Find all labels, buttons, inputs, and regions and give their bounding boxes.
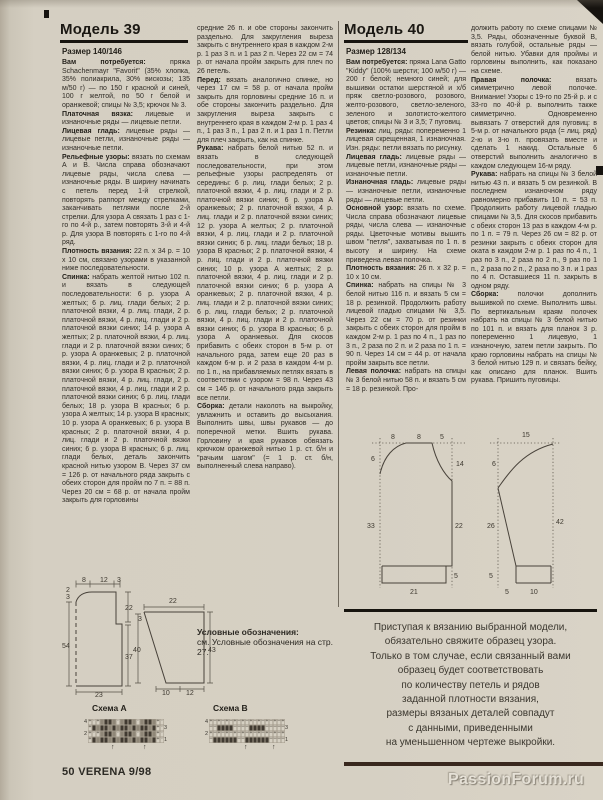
dimension-label: 5	[454, 573, 458, 580]
chart-cell: –	[245, 725, 249, 730]
chart-cell: –	[237, 737, 241, 742]
chart-cell: +	[281, 719, 285, 724]
legend-note-heading: Условные обозначения:	[197, 627, 299, 637]
dimension-label: 21	[410, 589, 418, 596]
row-number: 1	[285, 737, 289, 743]
dimension-label: 6	[371, 456, 375, 463]
row-number: 4	[204, 719, 208, 725]
paragraph: Основной узор: вязать по схеме. Числа справа обозначают лицевые ряды, числа слева — изнаночные ряды. Цветочные мотивы вышить швом "петля", захватывая по 1 п. в высоту и ширину. На схеме приведена левая полочка.	[346, 205, 466, 264]
page-footer: 50 VERENA 9/98	[62, 766, 152, 778]
dimension-label: 14	[456, 461, 464, 468]
notice-line: Приступая к вязанию выбранной модели,	[373, 622, 568, 633]
dimension-label: 5	[505, 589, 509, 596]
paragraph: Вам потребуется: пряжа Schachenmayr "Favorit" (35% хлопка, 35% полиакрила, 30% вискозы; 135 м/50 г) — по 150 г красной и синей, 100 г желтой, по 50 г белой и оранжевой; спицы № 3,5; крючок № 3.	[62, 59, 190, 109]
model40-title-rule	[344, 40, 468, 43]
chart-cell: –	[241, 725, 245, 730]
dimension-label: 42	[556, 519, 564, 526]
dimension-label: 8	[82, 577, 86, 584]
notice-box	[344, 621, 597, 751]
chart-cell: –	[261, 731, 265, 736]
chart-cell: ·	[161, 719, 163, 724]
chart-cell: +	[88, 731, 92, 736]
chart-cell: ·	[137, 731, 139, 736]
dimension-label: 6	[492, 461, 496, 468]
dimension-label: 8	[417, 434, 421, 441]
paragraph: Плотность вязания: 26 п. x 32 р. = 10 x 10 см.	[346, 265, 466, 281]
chart-cell: –	[281, 725, 285, 730]
model40-column-1	[346, 59, 466, 429]
chart-cell: +	[209, 719, 213, 724]
chart-cell: +	[156, 737, 160, 742]
chart-cell: ·	[161, 725, 163, 730]
rapport-arrow-icon: ↑	[272, 744, 276, 751]
chart-cell: +	[156, 731, 160, 736]
model39-schematic	[58, 576, 220, 702]
chart-cell: –	[261, 719, 265, 724]
section-divider	[338, 21, 339, 607]
chart-cell: –	[277, 725, 281, 730]
chart-cell: +	[233, 731, 237, 736]
chart-cell: +	[225, 719, 229, 724]
chart-cell: +	[88, 719, 92, 724]
chart-cell: +	[249, 719, 253, 724]
chart-cell: +	[209, 731, 213, 736]
chart-cell: +	[265, 731, 269, 736]
paragraph: Вам потребуется: пряжа Lana Gatto "Kiddy" (100% шерсти; 100 м/50 г) — 200 г белой; немного синей; для вышивки остатки шерстяной и х/б пряж светло-розового, розового, желто-розового, светло-зеленого, зеленого и золотисто-желтого цветов; спицы № 3 и 3,5; 7 пуговиц.	[346, 59, 466, 127]
paragraph: Резинка: лиц. ряды: попеременно 1 лицевая скрещенная, 1 изнаночная. Изн. ряды: петли вязать по рисунку.	[346, 127, 466, 152]
dimension-label: 3	[117, 577, 121, 584]
chart-cell: +	[257, 719, 261, 724]
chart-cell: +	[273, 731, 277, 736]
paragraph: Рукава: набрать на спицы № 3 белой нитью 43 п. и вязать 5 см резинкой. В последнем изнаночном ряду равномерно прибавить 10 п. = 53 п. Продолжить работу лицевой гладью спицами № 3,5. Для скосов прибавить с обеих сторон 13 раз в каждом 4-м р. по 1 п. = 79 п. Через 26 см = 82 р. от резинки закрыть с обеих сторон для оката в каждом 2-м р. 1 раз по 4 п., 1 раз по 3 п., 2 раза по 2 п., 9 раз по 1 п., 2 раза по 2 п., 2 раза по 3 п. и 1 раз по 4 п. Оставшиеся 11 п. закрыть в одном ряду.	[471, 171, 597, 290]
paragraph: Сборка: полочки дополнить вышивкой по схеме. Выполнить швы. По вертикальным краям полочек набрать на спицы № 3 белой нитью по 101 п. и вязать для планок 3 р. попеременно 1 лицевую, 1 изнаночную, затем петли закрыть. По краю горловины набрать на спицы № 3 белой нитью 129 п. и связать бейку, как описано для планок. Вшить рукава. Пришить пуговицы.	[471, 291, 597, 385]
dimension-label: 10	[162, 690, 170, 697]
notice-line: по количеству петель и рядов	[401, 679, 540, 691]
chart-cell: –	[245, 719, 249, 724]
paragraph: Лицевая гладь: лицевые ряды — лицевые петли, изнаночные ряды — изнаночные петли.	[346, 153, 466, 178]
notice-line: обязательно свяжите образец узора.	[384, 636, 557, 648]
dimension-label: 5	[440, 434, 444, 441]
chart-cell: –	[213, 725, 217, 730]
chart-cell: –	[253, 731, 257, 736]
dimension-label: 33	[367, 523, 375, 530]
chart-cell: +	[88, 725, 92, 730]
paragraph: Изнаночная гладь: лицевые ряды — изнаночные петли, изнаночные ряды — лицевые петли.	[346, 179, 466, 204]
chart-cell: –	[209, 725, 213, 730]
chart-cell: +	[225, 731, 229, 736]
dimension-label: 2	[66, 587, 70, 594]
chart-cell: +	[249, 731, 253, 736]
chart-cell: –	[229, 731, 233, 736]
chart-cell: ·	[161, 737, 163, 742]
chart-cell: –	[277, 731, 281, 736]
chart-cell: –	[245, 731, 249, 736]
legend-note-text: см. Условные обозначения на стр. 27.	[197, 637, 334, 657]
dimension-label: 3	[66, 594, 70, 601]
paragraph: Лицевая гладь: лицевые ряды — лицевые петли, изнаночные ряды — изнаночные петли.	[62, 127, 190, 152]
chart-cell: –	[233, 725, 237, 730]
dimension-label: 12	[186, 690, 194, 697]
notice-top-rule	[344, 609, 597, 612]
corner-mark-icon	[577, 0, 603, 24]
model40-column-2	[471, 25, 597, 423]
chart-cell: –	[253, 719, 257, 724]
chart-cell: –	[213, 719, 217, 724]
chart-b-title: Схема B	[213, 703, 248, 713]
rapport-arrow-icon: ↑	[111, 744, 115, 751]
chart-cell: +	[96, 731, 100, 736]
chart-cell: +	[88, 737, 92, 742]
chart-cell: ·	[117, 731, 119, 736]
chart-cell: –	[221, 719, 225, 724]
chart-cell: –	[269, 725, 273, 730]
paragraph: Платочная вязка: лицевые и изнаночные ряды — лицевые петли.	[62, 110, 190, 127]
dimension-label: 22	[125, 605, 133, 612]
notice-line: с данными, приведенными	[408, 722, 533, 734]
notice-line: Только в том случае, если связанный вами	[370, 650, 571, 662]
chart-b	[200, 719, 293, 752]
chart-cell: –	[277, 719, 281, 724]
paragraph: должить работу по схеме спицами № 3,5. Ряды, обозначенные буквой В, вязать голубой, остальные ряды — белой нитью. Убавки для проймы и горловины выполнить, как показано на схеме.	[471, 25, 597, 75]
chart-cell: +	[281, 731, 285, 736]
chart-cell: +	[265, 719, 269, 724]
chart-cell: +	[217, 731, 221, 736]
chart-cell: ·	[137, 719, 139, 724]
chart-a-title: Схема A	[92, 703, 127, 713]
chart-cell: ·	[161, 731, 163, 736]
paragraph: Перед: вязать аналогично спинке, но через 17 см = 58 р. от начала пройм закрыть для горловины средние 16 п. и обе стороны закончить раздельно. Для закругления выреза закрыть с внутреннего края в каждом 2-м р. 1 раз 4 п., 1 раз 3 п., 1 раз 2 п. и 1 раз 1 п. Петли для плеч закрыть, как на спинке.	[197, 76, 333, 144]
paragraph: Левая полочка: набрать на спицы № 3 белой нитью 58 п. и вязать 5 см = 18 р. резинкой. Про-	[346, 368, 466, 393]
rapport-arrow-icon: ↑	[244, 744, 248, 751]
chart-cell: –	[237, 719, 241, 724]
rapport-arrows	[79, 743, 172, 752]
chart-cell: ·	[117, 719, 119, 724]
row-number: 4	[83, 719, 87, 725]
model40-title: Модель 40	[344, 21, 425, 38]
bottom-rule	[344, 762, 603, 766]
paragraph: Спинка: набрать на спицы № 3 белой нитью 116 п. и вязать 5 см = 18 р. резинкой. Продолжить работу лицевой гладью спицами № 3,5. Через 22 см = 70 р. от резинки закрыть с обеих сторон для пройм в каждом 2-м р. 1 раз по 4 п., 1 раз по 3 п., 2 раза по 2 п. и 2 раза по 1 п. = 90 п. Через 14 см = 44 р. от начала пройм закрыть все петли.	[346, 282, 466, 367]
chart-cell: –	[229, 719, 233, 724]
chart-cell: –	[209, 737, 213, 742]
dimension-label: 37	[125, 654, 133, 661]
dimension-label: 23	[95, 692, 103, 699]
model39-column-1	[62, 59, 190, 580]
paragraph: Рукава: набрать белой нитью 52 п. и вязать в следующей последовательности, при этом рельефные узоры распределять от середины: 6 р. лиц. глади белых; 2 р. платочной вязки, 4 р. лиц. глади и 2 р. платочной вязки синих; 6 р. узора А оранжевых; 2 р. платочной вязки, 4 р. лиц. глади и 2 р. платочной вязки синих; 12 р. узора А желтых; 2 р. платочной вязки, 4 р. лиц. глади и 2 р. платочной вязки синих; 6 р. лиц. глади белых; 18 р. узора В красных; 2 р. платочной вязки, 4 р. лиц. глади и 2 р. платочной вязки синих; 10 р. узора А желтых; 2 р. платочной вязки, 4 р. лиц. глади и 2 р. платочной вязки синих; 6 р. узора А оранжевых; 2 р. платочной вязки, 4 р. лиц. глади и 2 р. платочной вязки синих; 6 р. лиц. глади белых; 2 р. платочной вязки, 4 р. лиц. глади и 2 р. платочной вязки синих; 6 р. узора В красных; 6 р. узора А оранжевых. Для скосов прибавить с обеих сторон в 5-м р. от начального ряда, затем еще 20 раз в каждом 6-м р. и 2 раза в каждом 4-м р. по 1 п., на прибавляемых петлях вязать в соответствии с узором = 98 п. Через 43 см = 146 р. от начального ряда закрыть все петли.	[197, 145, 333, 402]
model40-size-label: Размер 128/134	[346, 47, 406, 56]
chart-cell: –	[273, 725, 277, 730]
chart-cell: –	[269, 737, 273, 742]
chart-cell: +	[156, 725, 160, 730]
dimension-label: 40	[133, 647, 141, 654]
dimension-label: 8	[391, 434, 395, 441]
dimension-label: 54	[62, 643, 70, 650]
chart-cell: –	[269, 731, 273, 736]
dimension-label: 22	[455, 523, 463, 530]
dimension-label: 15	[522, 432, 530, 439]
row-number: 3	[164, 725, 168, 731]
chart-cell: –	[277, 737, 281, 742]
chart-cell: +	[156, 719, 160, 724]
chart-cell: +	[273, 719, 277, 724]
model39-size-label: Размер 140/146	[62, 47, 122, 56]
row-number: 3	[285, 725, 289, 731]
notice-line: образец будет соответствовать	[397, 665, 544, 677]
chart-cell: –	[221, 731, 225, 736]
rapport-arrow-icon: ↑	[143, 744, 147, 751]
dimension-label: 10	[530, 589, 538, 596]
paragraph: Сборка: детали наколоть на выкройку, увлажнить и оставить до высыхания. Выполнить швы, швы рукавов — до поперечной метки. Вшить рукава. Горловину и края рукавов обвязать крючком оранжевой нитью 1 р. ст. б/н и "рачьим шагом" (= 1 р. ст. б/н, выполненный слева направо).	[197, 403, 333, 471]
chart-cell: ·	[93, 731, 95, 736]
chart-cell: –	[213, 731, 217, 736]
paragraph: Спинка: набрать желтой нитью 102 п. и вязать в следующей последовательности: 6 р. узора А желтых; 6 р. лиц. глади белых; 2 р. платочной вязки, 4 р. лиц. глади, 2 р. платочной вязки, 4 р. лиц. глади и 2 р. платочной вязки синих; 14 р. узора А желтых; 2 р. платочной вязки, 4 р. лиц. глади и 2 р. платочной вязки синих; 6 р. узора А оранжевых; 2 р. платочной вязки, 4 р. лиц. глади и 2 р. платочной вязки синих; 6 р. узора В красных; 2 р. платочной вязки, 4 р. лиц. глади, 2 р. платочной вязки, 4 р. лиц. глади и 2 р. платочной вязки синих; 6 р. лиц. глади белых; 18 р. узора В красных; 6 р. узора А желтых; 14 р. узора В красных; 10 р. узора А оранжевых; 6 р. узора В красных; 2 р. платочной вязки, 4 р. лиц. глади и 2 р. платочной вязки синих; 6 р. узора В красных; 6 р. лиц. глади белых, деталь закончить красной нитью узором В. Через 37 см = 126 р. от начального ряда закрыть с обеих сторон для пройм по 7 п. = 88 п. Через 20 см = 68 р. от начала пройм закрыть для горловины	[62, 273, 190, 505]
notice-line: на уменьшенном чертеже выкройки.	[385, 737, 556, 749]
model39-column-2	[197, 25, 333, 558]
registration-mark-icon	[44, 10, 49, 18]
chart-cell: –	[237, 725, 241, 730]
rapport-arrows	[200, 743, 293, 752]
chart-cell: –	[281, 737, 285, 742]
watermark: PassionForum.ru	[448, 771, 585, 788]
row-number: 2	[204, 731, 208, 737]
chart-cell: –	[241, 737, 245, 742]
chart-cell: ·	[93, 719, 95, 724]
chart-a	[79, 719, 172, 752]
chart-cell: +	[241, 719, 245, 724]
chart-cell: –	[273, 737, 277, 742]
row-number: 1	[164, 737, 168, 743]
chart-cell: –	[265, 725, 269, 730]
dimension-label: 26	[487, 523, 495, 530]
model40-schematic	[348, 426, 598, 604]
registration-mark-icon	[596, 166, 603, 175]
dimension-label: 43	[208, 647, 216, 654]
dimension-label: 22	[169, 598, 177, 605]
notice-line: размеры вязаных деталей совпадут	[386, 708, 555, 720]
chart-cell: +	[96, 719, 100, 724]
chart-cell: +	[233, 719, 237, 724]
dimension-label: 3	[138, 616, 142, 623]
chart-cell: –	[269, 719, 273, 724]
chart-cell: +	[257, 731, 261, 736]
row-number: 2	[83, 731, 87, 737]
notice-line: заданной плотности вязания,	[402, 694, 539, 706]
chart-cell: –	[237, 731, 241, 736]
chart-cell: +	[217, 719, 221, 724]
model39-title-rule	[60, 40, 188, 43]
chart-cell: +	[241, 731, 245, 736]
dimension-label: 5	[489, 573, 493, 580]
dimension-label: 12	[100, 577, 108, 584]
paragraph: Рельефные узоры: вязать по схемам А и В. Числа справа обозначают лицевые ряды, числа слева — изнаночные ряды. В ширину начинать с петель перед 1-й стрелкой, повторять раппорт между стрелками, заканчивать петлями после 2-й стрелки. Для узора А связать 1 раз с 1-го по 4-й р., затем повторять 3-й и 4-й р. Для узора В повторять с 1-го по 4-й ряд.	[62, 153, 190, 247]
paragraph: Плотность вязания: 22 п. x 34 р. = 10 x 10 см, связано узорами в указанной ниже последовательности.	[62, 248, 190, 273]
paragraph: Правая полочка: вязать симметрично левой полочке. Внимание! Узоры с 19-го по 25-й р. и с 33-го по 40-й р. выполнить также симметрично. Одновременно вывязать 7 отверстий для пуговиц: в 5-м р. от начального ряда (= лиц. ряд) 2-ю и 3-ю п. провязать вместе и сделать 1 накид. Остальные 6 отверстий выполнить аналогично в каждом следующем 16-м ряду.	[471, 76, 597, 170]
model39-title: Модель 39	[60, 21, 141, 38]
paragraph: средние 26 п. и обе стороны закончить раздельно. Для закругления выреза закрыть с внутреннего края в каждом 2-м р. 1 раз 3 п. и 1 раз 2 п. Через 22 см = 74 р. от начала пройм закрыть для плеч по 26 петель.	[197, 25, 333, 75]
